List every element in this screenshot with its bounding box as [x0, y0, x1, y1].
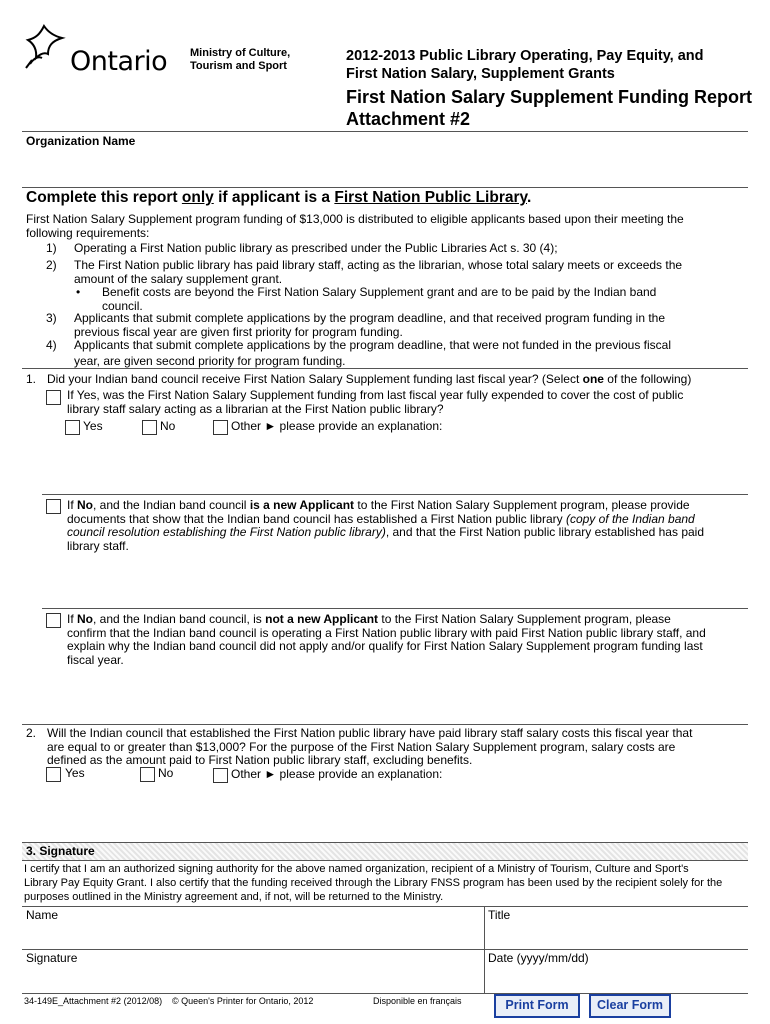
form-id: 34-149E_Attachment #2 (2012/08)	[24, 996, 163, 1006]
divider	[42, 608, 748, 609]
ontario-trillium-logo	[22, 24, 68, 74]
q1-yes-checkbox[interactable]	[65, 420, 80, 435]
report-title-line1: First Nation Salary Supplement Funding Report	[346, 87, 753, 107]
ministry-name: Ministry of Culture, Tourism and Sport	[190, 47, 291, 72]
q2-no-checkbox[interactable]	[140, 767, 155, 782]
q1-new-applicant-field[interactable]	[46, 556, 746, 606]
report-title-line2: Attachment #2	[346, 109, 471, 129]
divider	[22, 131, 748, 132]
q1-not-new-applicant-text: If No, and the Indian band council, is not a new Applicant to the First Nation Salary Supplement program, please confirm that the Indian band council is operating a First Nation public library with paid First Nation public library staff, and explain why the Indian band council did not apply and/or qualify for First Nation Salary Supplement program funding last fiscal year.	[67, 612, 706, 667]
name-field[interactable]	[24, 922, 480, 948]
signature-label: Signature	[26, 951, 78, 965]
signature-field[interactable]	[24, 966, 480, 992]
requirement-bullet: • Benefit costs are beyond the First Nation Salary Supplement grant and are to be paid by the Indian band council.	[76, 285, 657, 313]
title-label: Title	[488, 908, 511, 922]
signature-section-header	[22, 842, 748, 861]
print-form-button[interactable]: Print Form	[494, 994, 580, 1018]
q1-not-new-applicant-field[interactable]	[46, 670, 746, 722]
q1-explanation-field[interactable]	[46, 438, 746, 492]
copyright: © Queen's Printer for Ontario, 2012	[172, 996, 314, 1006]
divider	[22, 724, 748, 725]
divider	[22, 949, 748, 950]
q1-other-label: Other ► please provide an explanation:	[231, 419, 443, 433]
q1-other-checkbox[interactable]	[213, 420, 228, 435]
q1-not-new-applicant-checkbox[interactable]	[46, 613, 61, 628]
report-header	[346, 47, 752, 130]
name-label: Name	[26, 908, 59, 922]
intro-text: First Nation Salary Supplement program funding of $13,000 is distributed to eligible applicants based upon their meeting the following requirements:	[26, 212, 684, 240]
q2-no-label: No	[158, 766, 174, 780]
q2-other-label: Other ► please provide an explanation:	[231, 767, 443, 781]
q1-no-label: No	[160, 419, 176, 433]
program-title-line1: 2012-2013 Public Library Operating, Pay Equity, and	[346, 48, 704, 64]
clear-form-button[interactable]: Clear Form	[589, 994, 671, 1018]
certification-text: I certify that I am an authorized signing authority for the above named organization, recipient of a Ministry of Tourism, Culture and Sport's Library Pay Equity Grant. I also certify that the funding received through the Library FNSS program has been used by the recipient solely for the purposes outlined in the Ministry agreement and, if not, will be returned to the Ministry.	[24, 863, 723, 903]
program-title-line2: First Nation Salary, Supplement Grants	[346, 66, 615, 82]
instruction-heading: Complete this report only if applicant is a First Nation Public Library.	[26, 189, 532, 206]
organization-name-field[interactable]	[22, 150, 748, 186]
q1-yes-label: Yes	[83, 419, 103, 433]
date-field[interactable]	[486, 966, 746, 992]
q2-yes-label: Yes	[65, 766, 85, 780]
q1-new-applicant-text: If No, and the Indian band council is a new Applicant to the First Nation Salary Supplement program, please provide documents that show that the Indian band council has established a First Nation public library (copy of the Indian band council resolution establishing the First Nation public library), and that the First Nation public library established has paid library staff.	[67, 498, 705, 553]
q2-explanation-field[interactable]	[46, 786, 746, 838]
divider	[42, 494, 748, 495]
q1-yes-option-text: If Yes, was the First Nation Salary Supplement funding from last fiscal year fully expended to cover the cost of public library staff salary acting as a librarian at the First Nation public library?	[67, 388, 684, 416]
q1-yes-option-checkbox[interactable]	[46, 390, 61, 405]
q1-no-checkbox[interactable]	[142, 420, 157, 435]
q2-other-checkbox[interactable]	[213, 768, 228, 783]
date-label: Date (yyyy/mm/dd)	[488, 951, 589, 965]
organization-name-label: Organization Name	[26, 134, 136, 148]
requirement-1: 1) Operating a First Nation public library as prescribed under the Public Libraries Act s. 30 (4);	[46, 241, 558, 255]
requirement-2: 2) The First Nation public library has paid library staff, acting as the librarian, whose total salary meets or exceeds the amount of the salary supplement grant.	[46, 258, 683, 286]
french-availability: Disponible en français	[373, 996, 462, 1006]
q2-yes-checkbox[interactable]	[46, 767, 61, 782]
logo-text: Ontario	[70, 46, 168, 77]
divider	[22, 368, 748, 369]
divider	[22, 906, 748, 907]
question-2: 2. Will the Indian council that established the First Nation public library have paid library staff salary costs this fiscal year that are equal to or greater than $13,000? For the purpose of the First Nation Salary Supplement program, salary costs are defined as the amount paid to First Nation public library staff, excluding benefits.	[26, 726, 693, 767]
divider	[22, 187, 748, 188]
requirement-4: 4) Applicants that submit complete applications by the program deadline, that were not funded in the previous fiscal year, are given second priority for program funding.	[46, 338, 672, 368]
requirement-3: 3) Applicants that submit complete applications by the program deadline, and that received program funding in the previous fiscal year are given first priority for program funding.	[46, 311, 666, 339]
title-field[interactable]	[486, 922, 746, 948]
question-1: 1. Did your Indian band council receive First Nation Salary Supplement funding last fiscal year? (Select one of the following)	[26, 372, 692, 386]
q1-new-applicant-checkbox[interactable]	[46, 499, 61, 514]
signature-heading: 3. Signature	[26, 844, 95, 858]
